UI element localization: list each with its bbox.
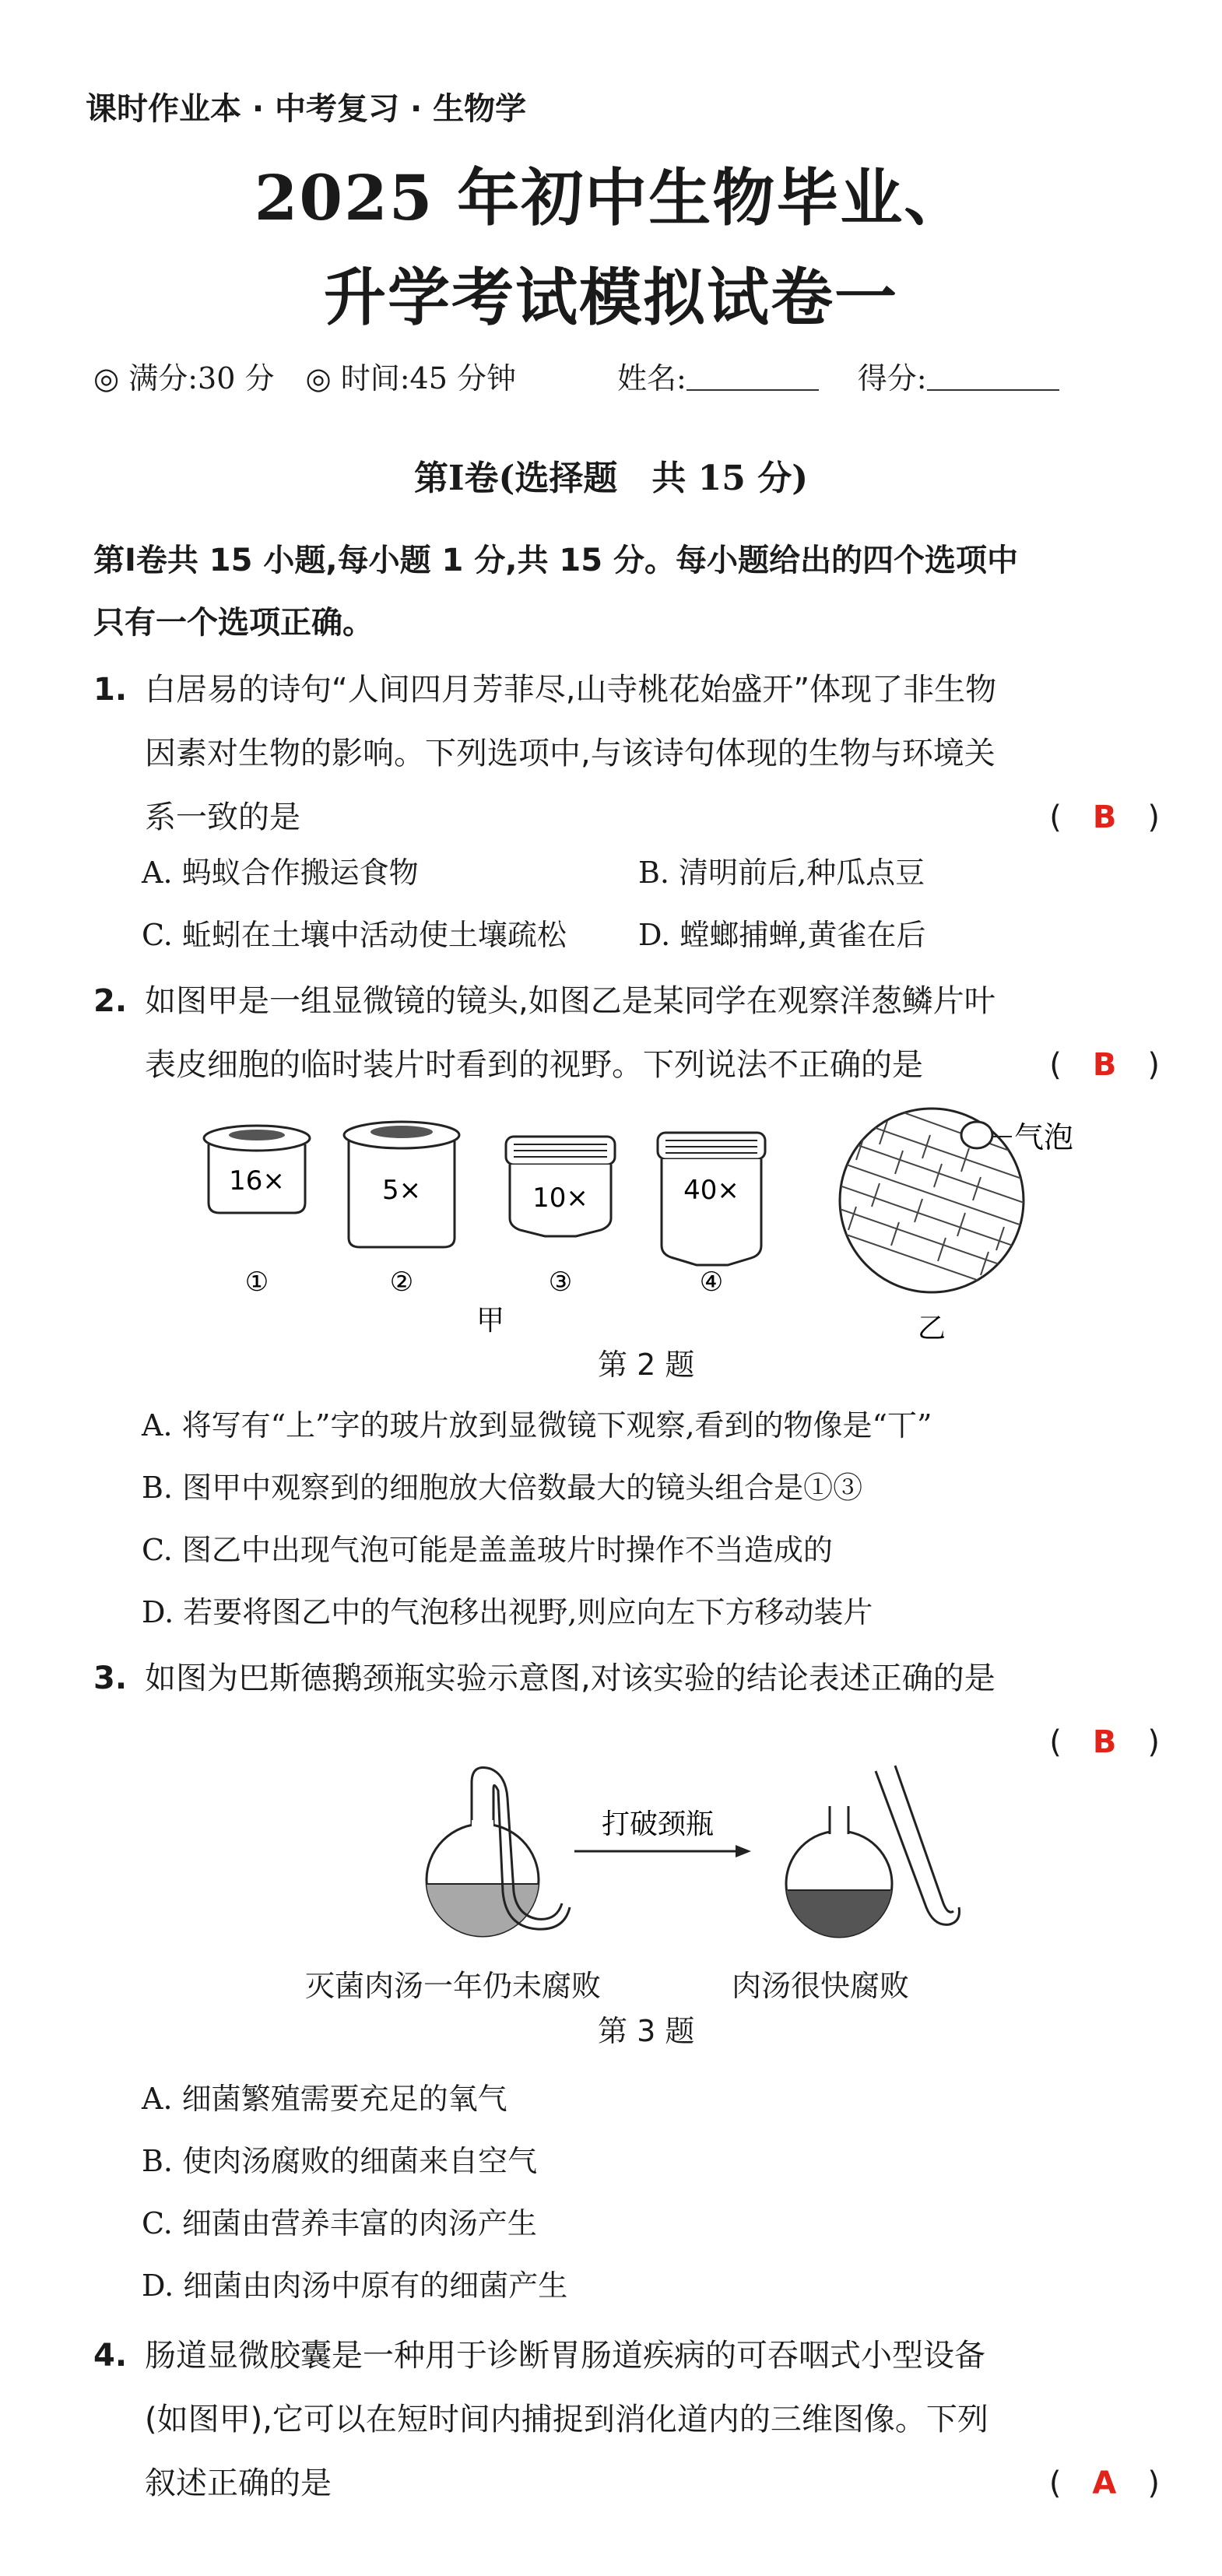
instruction-line: 只有一个选项正确。	[93, 605, 374, 641]
option-a: A. 将写有“上”字的玻片放到显微镜下观察,看到的物像是“丅”	[142, 1408, 932, 1443]
section-instructions	[93, 529, 1160, 654]
question-number: 3.	[93, 1661, 128, 1696]
question-line: 如图为巴斯德鹅颈瓶实验示意图,对该实验的结论表述正确的是	[145, 1661, 996, 1696]
answer-letter: B	[1092, 800, 1117, 835]
arrow-label: 打破颈瓶	[601, 1808, 715, 1840]
lens-label: 40×	[683, 1175, 739, 1206]
question-line: (如图甲),它可以在短时间内捕捉到消化道内的三维图像。下列	[145, 2402, 988, 2437]
instruction-line: 第Ⅰ卷共 15 小题,每小题 1 分,共 15 分。每小题给出的四个选项中	[93, 543, 1018, 578]
question-line: 白居易的诗句“人间四月芳菲尽,山寺桃花始盛开”体现了非生物	[145, 672, 997, 708]
option-c: C. 图乙中出现气泡可能是盖盖玻片时操作不当造成的	[142, 1533, 833, 1567]
figure-label-jia: 甲	[476, 1305, 505, 1337]
objective-lens-10x	[506, 1137, 615, 1236]
option-b: B. 使肉汤腐败的细菌来自空气	[142, 2144, 538, 2178]
full-score: ◎ 满分:30 分	[93, 361, 275, 395]
objective-lens-40x	[658, 1133, 765, 1265]
answer-box: ( B )	[1049, 1047, 1160, 1083]
arrow-head	[736, 1845, 751, 1857]
time-limit: ◎ 时间:45 分钟	[305, 361, 516, 395]
figure-q3	[0, 1752, 1222, 1970]
option-c: C. 细菌由营养丰富的肉汤产生	[142, 2206, 537, 2240]
question-2	[93, 969, 1160, 1102]
figure-caption-q2: 第 2 题	[598, 1348, 695, 1382]
answer-box: ( B )	[1049, 1724, 1160, 1760]
option-d: D. 若要将图乙中的气泡移出视野,则应向左下方移动装片	[142, 1595, 873, 1629]
lens-label: 10×	[532, 1183, 588, 1214]
section-title: 第Ⅰ卷(选择题 共 15 分)	[413, 459, 809, 498]
question-number: 4.	[93, 2338, 128, 2374]
lens-number: ①	[244, 1267, 269, 1298]
lens-number: ②	[389, 1267, 414, 1298]
air-bubble	[961, 1122, 992, 1148]
question-4	[93, 2324, 1160, 2518]
microscope-field-of-view	[833, 1090, 1073, 1300]
option-a: A. 蚂蚁合作搬运食物	[142, 856, 419, 890]
score-label: 得分:	[857, 361, 927, 395]
option-b: B. 清明前后,种瓜点豆	[638, 856, 925, 890]
question-line: 表皮细胞的临时装片时看到的视野。下列说法不正确的是	[145, 1047, 923, 1083]
eyepiece-lens-16x	[204, 1126, 310, 1213]
answer-box: ( A )	[1048, 2465, 1160, 2501]
name-label: 姓名:	[616, 361, 686, 395]
question-line: 叙述正确的是	[145, 2465, 332, 2501]
score-field[interactable]	[927, 361, 1059, 391]
figure-caption-q3: 第 3 题	[598, 2014, 695, 2048]
question-line: 肠道显微胶囊是一种用于诊断胃肠道疾病的可吞咽式小型设备	[145, 2338, 985, 2374]
right-flask-label: 肉汤很快腐败	[732, 1969, 910, 2003]
name-field[interactable]	[686, 361, 819, 391]
answer-box: ( B )	[1049, 800, 1160, 835]
option-b: B. 图甲中观察到的细胞放大倍数最大的镜头组合是①③	[142, 1471, 863, 1505]
swan-neck-flask-intact	[420, 1767, 570, 1946]
question-line: 因素对生物的影响。下列选项中,与该诗句体现的生物与环境关	[145, 736, 996, 771]
answer-letter: B	[1092, 1724, 1117, 1760]
question-line: 如图甲是一组显微镜的镜头,如图乙是某同学在观察洋葱鳞片叶	[145, 983, 996, 1019]
answer-letter: A	[1092, 2465, 1117, 2501]
question-line: 系一致的是	[145, 800, 300, 835]
lens-number: ③	[548, 1267, 573, 1298]
answer-letter: B	[1092, 1047, 1117, 1083]
option-d: D. 细菌由肉汤中原有的细菌产生	[142, 2268, 568, 2303]
question-number: 2.	[93, 983, 128, 1019]
option-d: D. 螳螂捕蝉,黄雀在后	[638, 918, 926, 952]
lens-label: 5×	[381, 1175, 422, 1206]
bubble-label: 气泡	[1014, 1120, 1074, 1154]
question-1	[93, 658, 1160, 852]
exam-title-line1: 2025 年初中生物毕业、	[254, 161, 968, 234]
exam-title-line2: 升学考试模拟试卷一	[324, 261, 898, 334]
exam-meta	[93, 354, 1160, 397]
question-number: 1.	[93, 672, 128, 708]
swan-neck-flask-broken	[778, 1766, 960, 1952]
lens-number: ④	[699, 1267, 724, 1298]
eyepiece-lens-5x	[344, 1122, 459, 1247]
option-a: A. 细菌繁殖需要充足的氧气	[142, 2082, 507, 2116]
left-flask-label: 灭菌肉汤一年仍未腐败	[305, 1969, 602, 2003]
option-c: C. 蚯蚓在土壤中活动使土壤疏松	[142, 918, 567, 952]
figure-label-yi: 乙	[917, 1313, 946, 1344]
series-header: 课时作业本 · 中考复习 · 生物学	[86, 91, 527, 127]
lens-label: 16×	[229, 1165, 285, 1197]
